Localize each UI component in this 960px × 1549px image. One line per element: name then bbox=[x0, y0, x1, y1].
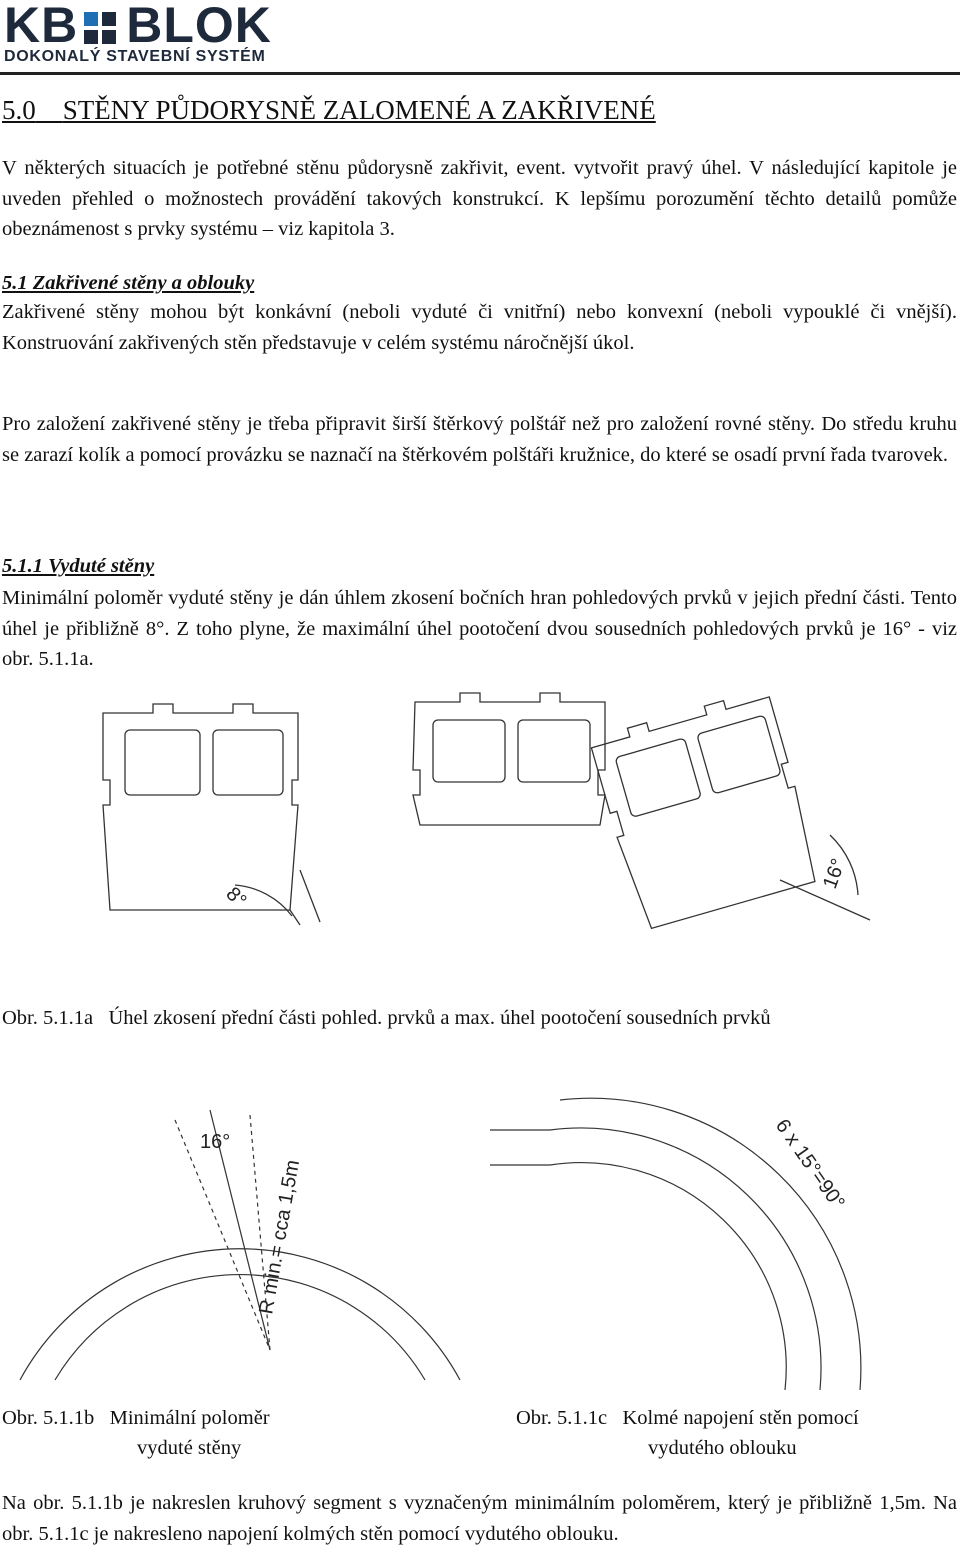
figure-5-1-1c bbox=[490, 1060, 960, 1400]
caption-line2-b: vyduté stěny bbox=[137, 1437, 242, 1459]
subsection-heading-5-1-1: 5.1.1 Vyduté stěny bbox=[2, 555, 155, 577]
caption-number-a: Obr. 5.1.1a bbox=[2, 1007, 94, 1029]
figure-5-1-1a bbox=[0, 690, 960, 990]
figure-5-1-1b bbox=[0, 1060, 490, 1400]
caption-line1-c: Kolmé napojení stěn pomocí bbox=[622, 1407, 859, 1429]
paragraph-5-1-b: Pro založení zakřivené stěny je třeba připravit širší štěrkový polštář než pro založení rovné stěny. Do středu kruhu se zarazí kolík a pomocí provázku se naznačí na štěrkovém polštáři kružnice, do které se osadí první řada tvarovek. bbox=[2, 413, 957, 466]
caption-number-b: Obr. 5.1.1b bbox=[2, 1407, 95, 1429]
figure-caption-5-1-1a bbox=[2, 1003, 771, 1033]
label-8-degrees: 8° bbox=[221, 882, 251, 913]
brand-name-left: KB bbox=[4, 0, 79, 53]
figure-caption-5-1-1b bbox=[2, 1403, 270, 1433]
caption-line2-c: vydutého oblouku bbox=[648, 1437, 797, 1459]
section-title: STĚNY PŮDORYSNĚ ZALOMENÉ A ZAKŘIVENÉ bbox=[62, 95, 656, 125]
angle-label-90: 6 x 15°=90° bbox=[770, 1115, 849, 1214]
closing-paragraph: Na obr. 5.1.1b je nakreslen kruhový segment s vyznačeným minimálním poloměrem, který je přibližně 1,5m. Na obr. 5.1.1c je nakresleno napojení kolmých stěn pomocí vydutého oblouku. bbox=[2, 1492, 957, 1545]
section-heading bbox=[2, 95, 656, 126]
intro-paragraph: V některých situacích je potřebné stěnu půdorysně zakřivit, event. vytvořit pravý úhel. V následující kapitole je uveden přehled o možnostech provádění takových konstrukcí. K lepšímu porozumění těchto detailů pomůže obeznámenost s prvky systému – viz kapitola 3. bbox=[2, 157, 957, 240]
paragraph-5-1-1: Minimální poloměr vyduté stěny je dán úhlem zkosení bočních hran pohledových prvků v jejich přední části. Tento úhel je přibližně 8°. Z toho plyne, že maximální úhel pootočení dvou sousedních pohledových prvků je 16° - viz obr. 5.1.1a. bbox=[2, 587, 957, 670]
figure-caption-5-1-1c bbox=[516, 1403, 859, 1433]
brand-logo bbox=[4, 0, 272, 53]
caption-number-c: Obr. 5.1.1c bbox=[516, 1407, 608, 1429]
header-rule bbox=[0, 72, 960, 75]
subsection-heading-5-1: 5.1 Zakřivené stěny a oblouky bbox=[2, 272, 255, 294]
paragraph-5-1-a: Zakřivené stěny mohou být konkávní (neboli vyduté či vnitřní) nebo konvexní (neboli vypouklé či vnější). Konstruování zakřivených stěn představuje v celém systému náročnější úkol. bbox=[2, 301, 957, 354]
label-16-degrees: 16° bbox=[819, 855, 851, 892]
section-number: 5.0 bbox=[2, 95, 36, 125]
radius-label: R min.= cca 1,5m bbox=[255, 1158, 305, 1316]
brand-name-right: BLOK bbox=[126, 0, 272, 53]
caption-text-a: Úhel zkosení přední části pohled. prvků a max. úhel pootočení sousedních prvků bbox=[108, 1007, 771, 1029]
label-16-degrees-b: 16° bbox=[200, 1131, 231, 1153]
logo-square-icon bbox=[84, 12, 116, 44]
brand-tagline: DOKONALÝ STAVEBNÍ SYSTÉM bbox=[4, 48, 266, 65]
caption-line1-b: Minimální poloměr bbox=[109, 1407, 270, 1429]
